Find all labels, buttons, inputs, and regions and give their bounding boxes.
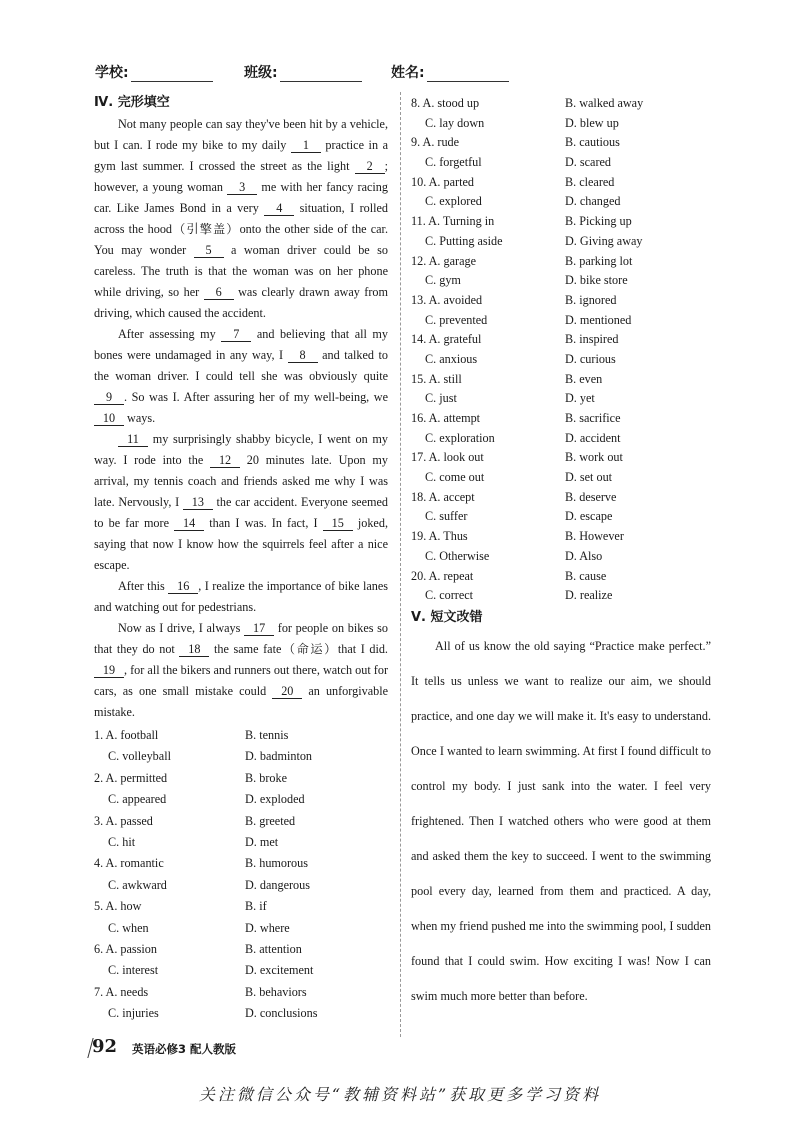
option-choice: B. Picking up <box>565 214 632 229</box>
passage-text: Not many people can say they've been hit by a vehicle, but I can. I rode my bike to my daily <box>94 117 388 152</box>
option-row <box>411 507 711 527</box>
cloze-paragraph <box>94 429 388 576</box>
option-choice: 3. A. passed <box>94 813 153 828</box>
passage-text: the car accident. Everyone seemed to be far more <box>94 495 388 530</box>
passage-text: and believing that all my bones were undamaged in any way, I <box>94 327 389 362</box>
option-row <box>94 918 388 939</box>
correction-title: Ⅴ. 短文改错 <box>411 609 483 625</box>
cloze-paragraph <box>94 576 388 618</box>
option-choice: B. ignored <box>565 292 617 307</box>
option-choice: B. cautious <box>565 135 620 150</box>
left-column <box>94 92 388 1024</box>
option-choice: D. badminton <box>245 749 313 764</box>
blank-20: 20 <box>272 684 302 699</box>
option-choice: 20. A. repeat <box>411 568 474 583</box>
passage-text: joked, saying that now I know how the squirrels feel after a nice escape. <box>94 516 388 572</box>
blank-3: 3 <box>227 180 257 195</box>
option-choice: C. interest <box>108 963 159 978</box>
option-choice: 19. A. Thus <box>411 529 468 544</box>
cloze-paragraph <box>94 618 388 723</box>
passage-text: me with her fancy racing car. Like James Bond in a very <box>94 180 388 215</box>
passage-text: After assessing my <box>118 327 222 341</box>
option-row <box>411 527 711 547</box>
passage-text: . So was I. After assuring her of my well-being, we <box>124 390 388 404</box>
passage-text: the same fate（命运）that I did. <box>209 642 388 656</box>
blank-19: 19 <box>94 663 124 678</box>
class-label: 班级: <box>244 65 278 81</box>
passage-text: , I realize the importance of bike lanes and watching out for pedestrians. <box>94 579 388 614</box>
option-choice: D. realize <box>565 588 613 603</box>
option-row <box>411 350 711 370</box>
option-choice: D. dangerous <box>245 877 310 892</box>
option-choice: B. attention <box>245 941 302 956</box>
blank-18: 18 <box>179 642 209 657</box>
option-choice: C. injuries <box>108 1006 159 1021</box>
option-row <box>411 94 711 114</box>
passage-text: my surprisingly shabby bicycle, I went on my way. I rode into the <box>94 432 388 467</box>
option-row <box>94 768 388 789</box>
option-choice: 6. A. passion <box>94 941 157 956</box>
option-row <box>94 1003 388 1024</box>
option-choice: C. gym <box>425 273 461 288</box>
option-row <box>94 725 388 746</box>
option-choice: D. met <box>245 834 279 849</box>
passage-text: an unforgivable mistake. <box>94 684 388 719</box>
option-choice: D. mentioned <box>565 312 632 327</box>
option-choice: 16. A. attempt <box>411 411 481 425</box>
blank-8: 8 <box>288 348 318 363</box>
option-choice: C. Putting aside <box>425 233 503 248</box>
option-choice: B. broke <box>245 770 287 785</box>
passage-text: , for all the bikers and runners out there, watch out for cars, as one small mistake could <box>94 663 388 698</box>
option-choice: B. sacrifice <box>565 411 621 425</box>
option-row <box>94 832 388 853</box>
right-column <box>411 92 711 1014</box>
blank-14: 14 <box>174 516 204 531</box>
option-choice: 13. A. avoided <box>411 292 483 307</box>
option-choice: C. prevented <box>425 312 488 327</box>
option-row <box>411 271 711 291</box>
option-row <box>411 370 711 390</box>
cloze-paragraph <box>94 324 388 429</box>
option-choice: 12. A. garage <box>411 253 476 268</box>
option-choice: D. escape <box>565 509 613 524</box>
option-row <box>411 448 711 468</box>
option-choice: D. yet <box>565 391 595 406</box>
option-row <box>411 252 711 272</box>
option-choice: B. parking lot <box>565 253 633 268</box>
option-choice: D. where <box>245 920 290 935</box>
option-row <box>411 468 711 488</box>
option-row <box>411 133 711 153</box>
option-choice: C. just <box>425 391 457 406</box>
class-blank <box>280 67 362 82</box>
option-choice: B. greeted <box>245 813 296 828</box>
option-row <box>411 192 711 212</box>
option-choice: D. Giving away <box>565 233 643 248</box>
option-choice: C. forgetful <box>425 155 482 170</box>
school-field <box>95 62 213 82</box>
option-choice: C. come out <box>425 470 485 485</box>
class-field <box>244 62 362 82</box>
option-choice: D. set out <box>565 470 613 485</box>
option-choice: C. awkward <box>108 877 167 892</box>
book-title: 英语必修3 配人教版 <box>132 1042 237 1056</box>
school-blank <box>131 67 213 82</box>
blank-9: 9 <box>94 390 124 405</box>
blank-2: 2 <box>355 159 385 174</box>
option-row <box>94 789 388 810</box>
option-choice: 14. A. grateful <box>411 332 482 347</box>
option-choice: C. correct <box>425 588 474 603</box>
option-choice: 8. A. stood up <box>411 96 480 110</box>
passage-text: 20 minutes late. Upon my arrival, my tennis coach and friends asked me why I was late. Nervously, I <box>94 453 389 509</box>
option-choice: C. volleyball <box>108 749 171 764</box>
option-choice: D. bike store <box>565 273 628 288</box>
passage-text: ; however, a young woman <box>94 159 388 194</box>
blank-4: 4 <box>264 201 294 216</box>
option-row <box>94 939 388 960</box>
option-row <box>411 586 711 606</box>
blank-17: 17 <box>244 621 274 636</box>
option-choice: D. blew up <box>565 115 619 130</box>
blank-10: 10 <box>94 411 124 426</box>
option-choice: 11. A. Turning in <box>411 214 495 229</box>
option-choice: B. cleared <box>565 174 615 189</box>
passage-text: was clearly drawn away from driving, which caused the accident. <box>94 285 388 320</box>
option-choice: 1. A. football <box>94 728 159 742</box>
option-row <box>411 330 711 350</box>
option-choice: 18. A. accept <box>411 489 475 504</box>
correction-text: All of us know the old saying “Practice make perfect.” It tells us unless we want to realize our aim, we should practice, and one day we will make it. It's easy to understand. Once I wanted to learn swimming. At first I found difficult to control my body. I just sank into the water. I feel very frightened. Then I watched others who were good at them and asked them the key to succeed. I went to the swimming pool every day, learned from them and practiced. A day, when my friend pushed me into the swimming pool, I sudden found that I could swim. How exciting I was! Now I can swim much more better than before. <box>411 638 711 1003</box>
option-row <box>411 232 711 252</box>
option-row <box>411 567 711 587</box>
option-row <box>94 875 388 896</box>
option-choice: D. excitement <box>245 963 314 978</box>
option-choice: B. if <box>245 899 267 914</box>
passage-text: ways. <box>124 411 156 425</box>
name-blank <box>427 67 509 82</box>
promo-note: 关注微信公众号“教辅资料站”获取更多学习资料 <box>198 1085 602 1104</box>
passage-text: than I was. In fact, I <box>204 516 323 530</box>
page-number: 92 <box>92 1036 118 1057</box>
option-choice: B. inspired <box>565 332 619 347</box>
option-choice: D. scared <box>565 155 612 170</box>
passage-text: for people on bikes so that they do not <box>94 621 388 656</box>
option-choice: D. Also <box>565 548 603 563</box>
option-choice: 10. A. parted <box>411 174 474 189</box>
option-choice: 5. A. how <box>94 899 142 914</box>
option-choice: B. humorous <box>245 856 308 871</box>
option-choice: D. exploded <box>245 792 305 807</box>
blank-1: 1 <box>291 138 321 153</box>
option-choice: D. curious <box>565 351 616 366</box>
option-choice: C. lay down <box>425 115 485 130</box>
option-choice: C. Otherwise <box>425 548 490 563</box>
option-choice: 2. A. permitted <box>94 770 168 785</box>
option-choice: C. anxious <box>425 351 478 366</box>
option-row <box>411 547 711 567</box>
option-row <box>411 173 711 193</box>
passage-text: and talked to the woman driver. I could tell she was obviously quite <box>94 348 388 383</box>
option-choice: D. changed <box>565 194 621 209</box>
blank-15: 15 <box>323 516 353 531</box>
passage-text: After this <box>118 579 169 593</box>
option-choice: B. walked away <box>565 96 644 110</box>
option-choice: 17. A. look out <box>411 450 484 465</box>
option-choice: D. accident <box>565 430 621 445</box>
option-choice: C. explored <box>425 194 482 209</box>
option-choice: C. suffer <box>425 509 468 524</box>
option-row <box>411 389 711 409</box>
option-choice: C. hit <box>108 834 136 849</box>
blank-7: 7 <box>221 327 251 342</box>
correction-passage <box>411 629 711 1014</box>
option-row <box>411 409 711 429</box>
option-choice: B. behaviors <box>245 984 307 999</box>
option-choice: C. when <box>108 920 149 935</box>
blank-5: 5 <box>194 243 224 258</box>
option-choice: C. exploration <box>425 430 495 445</box>
option-choice: C. appeared <box>108 792 167 807</box>
name-label: 姓名: <box>391 65 425 81</box>
option-row <box>411 311 711 331</box>
option-choice: B. deserve <box>565 489 617 504</box>
option-choice: 15. A. still <box>411 371 462 386</box>
passage-text: practice in a gym last summer. I crossed the street as the light <box>94 138 388 173</box>
option-choice: B. cause <box>565 568 607 583</box>
passage-text: Now as I drive, I always <box>118 621 245 635</box>
column-divider <box>400 92 402 1037</box>
option-choice: 9. A. rude <box>411 135 460 150</box>
cloze-paragraph <box>94 114 388 324</box>
cloze-options-left <box>94 725 388 1024</box>
blank-12: 12 <box>210 453 240 468</box>
student-info-header <box>95 62 715 86</box>
passage-text: situation, I rolled across the hood（引擎盖）onto the other side of the car. You may wonder <box>94 201 388 257</box>
option-choice: B. even <box>565 371 603 386</box>
option-choice: 7. A. needs <box>94 984 149 999</box>
option-choice: B. work out <box>565 450 623 465</box>
blank-6: 6 <box>204 285 234 300</box>
blank-16: 16 <box>168 579 198 594</box>
option-row <box>411 153 711 173</box>
option-row <box>94 960 388 981</box>
option-row <box>411 429 711 449</box>
name-field <box>391 62 509 82</box>
option-row <box>94 811 388 832</box>
option-choice: D. conclusions <box>245 1006 318 1021</box>
option-row <box>411 291 711 311</box>
option-row <box>94 896 388 917</box>
option-row <box>94 853 388 874</box>
option-row <box>411 114 711 134</box>
option-row <box>94 746 388 767</box>
passage-text: a woman driver could be so careless. The truth is that the woman was on her phone while driving, so her <box>94 243 388 299</box>
cloze-options-right <box>411 94 711 606</box>
option-choice: B. tennis <box>245 728 289 742</box>
school-label: 学校: <box>95 65 129 81</box>
option-choice: B. However <box>565 529 624 544</box>
blank-11: 11 <box>118 432 148 447</box>
option-row <box>411 212 711 232</box>
cloze-passage <box>94 114 388 723</box>
option-choice: 4. A. romantic <box>94 856 164 871</box>
option-row <box>411 488 711 508</box>
option-row <box>94 982 388 1003</box>
cloze-title: Ⅳ. 完形填空 <box>94 95 170 110</box>
blank-13: 13 <box>183 495 213 510</box>
